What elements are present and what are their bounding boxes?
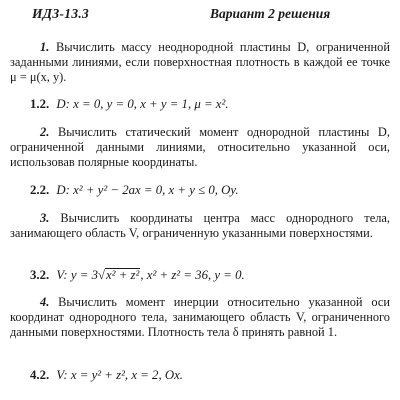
task-3-2-formula-end: , x² + z² = 36, y = 0.	[140, 268, 245, 282]
task-2-2-label: 2.2.	[30, 183, 50, 197]
problem-3-statement	[10, 211, 390, 241]
task-4-2-formula: V: x = y² + z², x = 2, Ox.	[56, 368, 183, 382]
problem-4-number: 4.	[40, 295, 50, 309]
task-3-2	[30, 268, 245, 283]
problem-3-text: Вычислить координаты центра масс однородного тела, занимающего область V, ограниченную указанными поверхностями.	[10, 211, 390, 240]
task-3-2-label: 3.2.	[30, 268, 50, 282]
assignment-code: ИДЗ-13.3	[32, 6, 90, 21]
task-4-2	[30, 368, 183, 383]
sqrt-radicand: x² + z²	[106, 268, 140, 282]
task-2-2	[30, 183, 239, 198]
problem-1-statement	[10, 40, 390, 85]
problem-4-text: Вычислить момент инерции относительно указанной оси координат однородного тела, занимающего область V, ограниченного данными поверхностями. Плотность тела δ принять равной 1.	[10, 295, 390, 339]
task-1-2-formula: D: x = 0, y = 0, x + y = 1, μ = x².	[56, 97, 229, 111]
problem-4-statement	[10, 295, 390, 340]
variant-title: Вариант 2 решения	[210, 6, 331, 21]
problem-1-text: Вычислить массу неоднородной пластины D, ограниченной заданными линиями, если поверхностная плотность в каждой ее точке μ = μ(x, y).	[10, 40, 390, 84]
task-3-2-formula-start: V: y = 3	[56, 268, 98, 282]
task-2-2-formula: D: x² + y² − 2ax = 0, x + y ≤ 0, Oy.	[56, 183, 239, 197]
task-1-2-label: 1.2.	[30, 97, 50, 111]
task-1-2	[30, 97, 229, 112]
header	[0, 6, 400, 26]
problem-3-number: 3.	[40, 211, 50, 225]
sqrt-sign: √	[97, 268, 105, 282]
problem-2-statement	[10, 125, 390, 170]
problem-2-number: 2.	[40, 125, 50, 139]
task-4-2-label: 4.2.	[30, 368, 50, 382]
problem-1-number: 1.	[40, 40, 50, 54]
problem-2-text: Вычислить статический момент однородной пластины D, ограниченной данными линиями, относительно указанной оси, использовав полярные координаты.	[10, 125, 390, 169]
